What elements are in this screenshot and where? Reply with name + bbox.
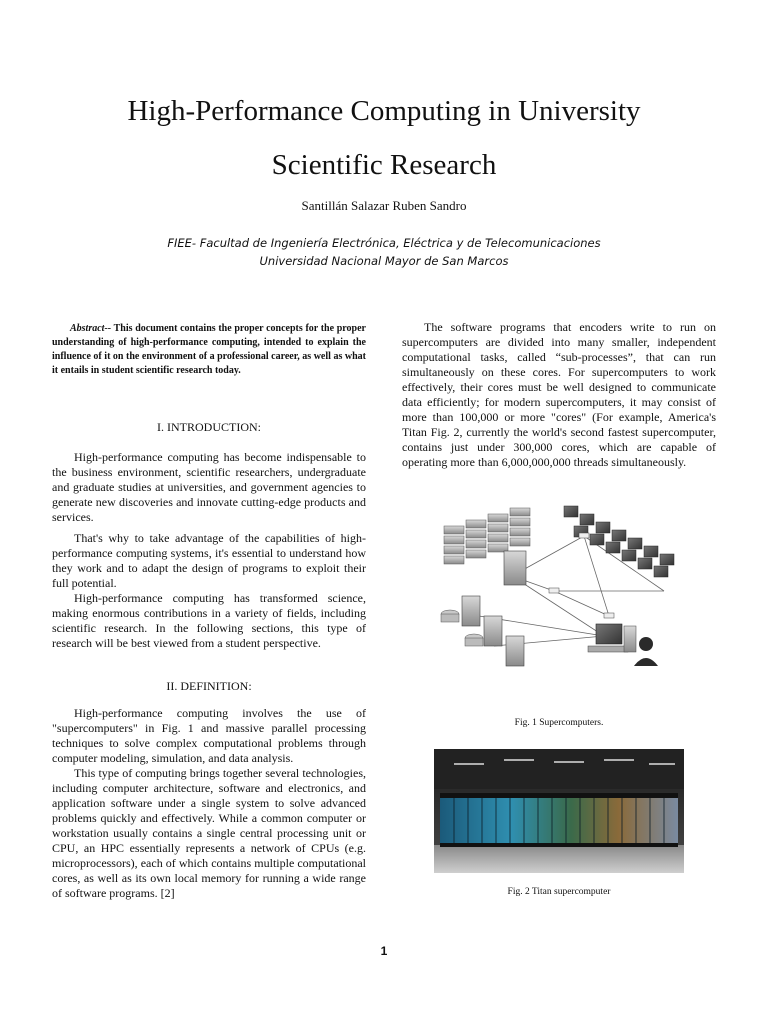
definition-paragraph-1: High-performance computing involves the use of "supercomputers" in Fig. 1 and massive parallel processing techniques to solve complex computational problems through computer modeling, simulation, and data analysis. xyxy=(52,706,366,765)
section-heading-introduction: I. INTRODUCTION: xyxy=(157,420,261,434)
titan-supercomputer-photo xyxy=(434,749,684,873)
title-line-1: High-Performance Computing in University xyxy=(127,95,641,127)
intro-paragraph-3: High-performance computing has transformed science, making enormous contributions in a variety of fields, including scientific research. In the following sections, this type of research will be best viewed from a student perspective. xyxy=(52,591,366,650)
affiliation-line-2: Universidad Nacional Mayor de San Marcos xyxy=(259,254,509,268)
figure-2-caption: Fig. 2 Titan supercomputer xyxy=(507,887,611,897)
abstract xyxy=(52,322,366,378)
right-paragraph-1: The software programs that encoders write to run on supercomputers are divided into many smaller, independent computational tasks, called “sub-processes”, that can run simultaneously on these cores. For supercomputers to work effectively, their cores must be well designed to communicate data efficiently; for modern supercomputers, it may consist of more than 100,000 or more "cores" (For example, America's Titan Fig. 2, currently the world's second fastest supercomputer, contains just under 300,000 cores, which are capable of operating more than 6,000,000,000 threads simultaneously. xyxy=(402,320,716,469)
author-name: Santillán Salazar Ruben Sandro xyxy=(301,198,467,213)
figure-2 xyxy=(402,749,716,877)
title-line-2: Scientific Research xyxy=(271,149,497,181)
section-heading-definition: II. DEFINITION: xyxy=(166,679,252,693)
figure-1-caption: Fig. 1 Supercomputers. xyxy=(514,718,604,728)
abstract-text: This document contains the proper concepts for the proper understanding of high-performance computing, intended to explain the influence of it on the environment of a professional career, as well as what it entails in student scientific research today. xyxy=(52,323,366,376)
intro-paragraph-2: That's why to take advantage of the capabilities of high-performance computing systems, it's essential to understand how they work and to adapt the design of programs to exploit their full potential. xyxy=(52,531,366,590)
page-number: 1 xyxy=(380,944,388,958)
figure-1 xyxy=(402,496,716,690)
paper-title xyxy=(0,84,768,192)
supercomputer-network-illustration xyxy=(434,496,684,686)
intro-paragraph-1: High-performance computing has become indispensable to the business environment, scientific researchers, undergraduate and graduate studies at universities, and government agencies to generate new discoveries and innovate cutting-edge products and services. xyxy=(52,450,366,524)
right-column xyxy=(402,320,716,900)
definition-paragraph-2: This type of computing brings together several technologies, including computer architecture, software and electronics, and application software under a single system to solve advanced problems quickly and effectively. While a common computer or workstation usually contains a single central processing unit or CPU, an HPC essentially represents a network of CPUs (e.g. microprocessors), each of which contains multiple computational cores, as well as its own local memory for running a wide range of software programs. [2] xyxy=(52,766,366,900)
affiliation-line-1: FIEE- Facultad de Ingeniería Electrónica, Eléctrica y de Telecomunicaciones xyxy=(167,236,601,250)
left-column xyxy=(52,320,366,901)
abstract-label: Abstract-- xyxy=(70,323,112,334)
